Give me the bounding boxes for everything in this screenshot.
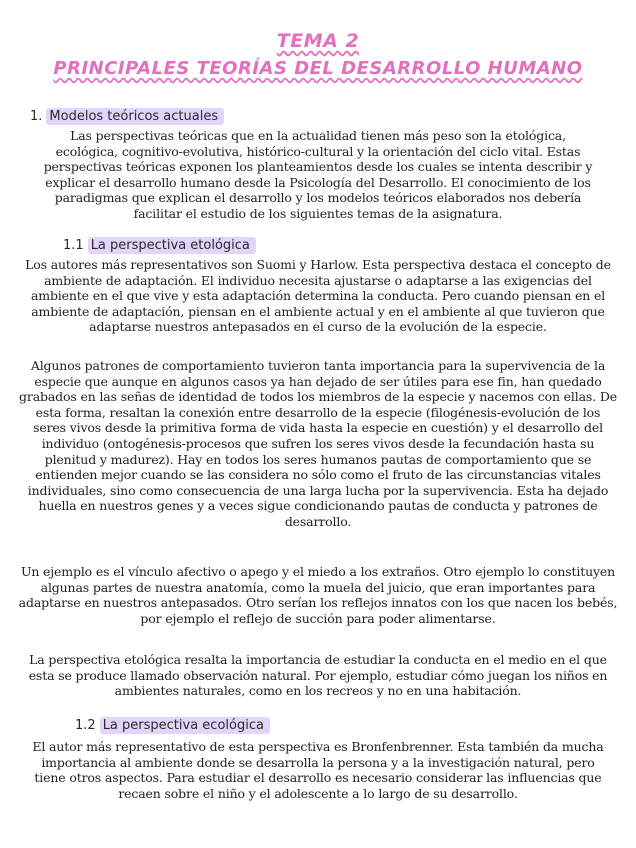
section-title: La perspectiva etológica [88, 237, 256, 254]
title-line-1: TEMA 2 [276, 30, 360, 52]
document-subtitle [0, 58, 636, 79]
section-title: La perspectiva ecológica [100, 717, 270, 734]
section-heading-1 [30, 109, 224, 124]
document-title [0, 30, 636, 52]
paragraph: La perspectiva etológica resalta la importancia de estudiar la conducta en el medio en el que esta se produce llamado observación natural. Por ejemplo, estudiar cómo juegan los niños en ambientes naturales, como en los recreos y no en una habitación. [28, 652, 608, 699]
section-heading-1-2 [75, 718, 270, 733]
paragraph: El autor más representativo de esta perspectiva es Bronfenbrenner. Esta también da mucha importancia al ambiente donde se desarrolla la persona y a la investigación natural, pero tiene otros aspectos. Para estudiar el desarrollo es necesario considerar las influencias que recaen sobre el niño y el adolescente a lo largo de su desarrollo. [32, 739, 604, 801]
section-title: Modelos teóricos actuales [46, 108, 224, 125]
paragraph: Algunos patrones de comportamiento tuvieron tanta importancia para la supervivencia de la especie que aunque en algunos casos ya han dejado de ser útiles para ese fin, han quedado grabados en las señas de identidad de todos los miembros de la especie y nacemos con ellas. De esta forma, resaltan la conexión entre desarrollo de la especie (filogénesis-evolución de los seres vivos desde la primitiva forma de vida hasta la especie en cuestión) y el desarrollo del individuo (ontogénesis-procesos que sufren los seres vivos desde la fecundación hasta su plenitud y madurez). Hay en todos los seres humanos pautas de comportamiento que se entienden mejor cuando se las considera no sólo como el fruto de las circunstancias vitales individuales, sino como consecuencia de una larga lucha por la supervivencia. Esta ha dejado huella en nuestros genes y a veces sigue condicionando pautas de conducta y patrones de desarrollo. [19, 358, 617, 529]
title-line-2: PRINCIPALES TEORÍAS DEL DESARROLLO HUMANO [53, 58, 583, 79]
section-number: 1.1 [63, 238, 84, 253]
paragraph: Las perspectivas teóricas que en la actualidad tienen más peso son la etológica, ecológica, cognitivo-evolutiva, histórico-cultural y la orientación del ciclo vital. Estas perspectivas teóricas exponen los planteamientos desde los cuales se intenta describir y explicar el desarrollo humano desde la Psicología del Desarrollo. El conocimiento de los paradigmas que explican el desarrollo y los modelos teóricos elaborados nos debería facilitar el estudio de los siguientes temas de la asignatura. [43, 128, 593, 221]
section-number: 1.2 [75, 718, 96, 733]
section-number: 1. [30, 109, 43, 124]
paragraph: Un ejemplo es el vínculo afectivo o apego y el miedo a los extraños. Otro ejemplo lo constituyen algunas partes de nuestra anatomía, como la muela del juicio, que eran importantes para adaptarse en nuestros antepasados. Otro serían los reflejos innatos con los que nacen los bebés, por ejemplo el reflejo de succión para poder alimentarse. [18, 564, 618, 626]
section-heading-1-1 [63, 238, 256, 253]
paragraph: Los autores más representativos son Suomi y Harlow. Esta perspectiva destaca el concepto de ambiente de adaptación. El individuo necesita ajustarse o adaptarse a las exigencias del ambiente en el que vive y esta adaptación determina la conducta. Pero cuando piensan en el ambiente de adaptación, piensan en el ambiente actual y en el ambiente al que tuvieron que adaptarse nuestros antepasados en el curso de la evolución de la especie. [25, 257, 611, 335]
